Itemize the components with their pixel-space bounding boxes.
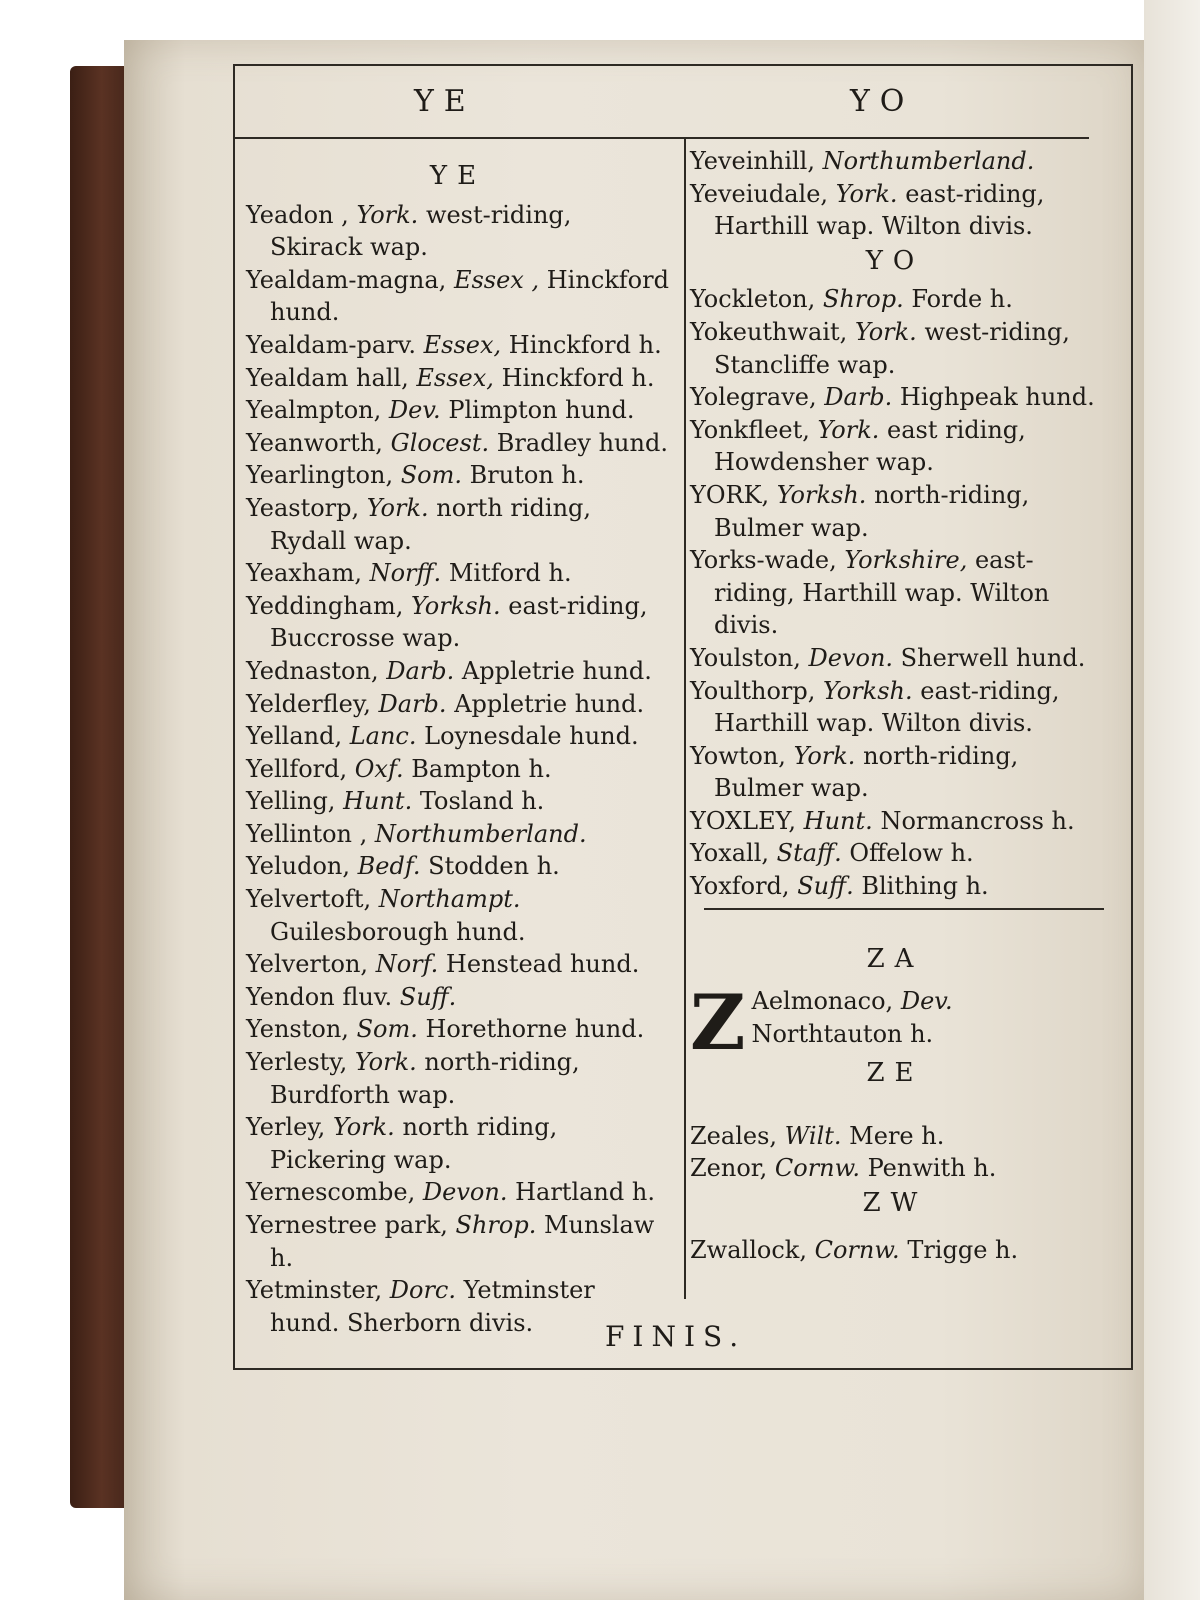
entry-county: Glocest. [390, 428, 490, 457]
running-head-left: YE [414, 84, 476, 119]
entry-place-name: Yeddingham, [246, 591, 404, 620]
section-heading-ze: ZE [866, 1058, 924, 1089]
entry-location: east-riding, Buccrosse wap. [270, 591, 648, 653]
entry-county: Essex, [416, 363, 494, 392]
gazetteer-entry [690, 870, 1100, 903]
entry-location: Horethorne hund. [425, 1015, 645, 1044]
gazetteer-entry [246, 785, 670, 818]
gazetteer-entry [690, 381, 1100, 414]
entry-location: east-riding, Harthill wap. Wilton divis. [714, 179, 1045, 241]
gazetteer-entry [246, 427, 670, 460]
entry-place-name: YORK, [690, 480, 770, 509]
entry-location: Appletrie hund. [461, 656, 652, 685]
entry-location: Bampton h. [411, 754, 552, 783]
entry-place-name: Yednaston, [246, 656, 379, 685]
entry-county: Yorksh. [776, 480, 867, 509]
entry-location: Normancross h. [880, 806, 1075, 835]
entry-county: Northumberland. [374, 819, 587, 848]
entry-place-name: Yetminster, [246, 1276, 383, 1305]
za-entry-block [690, 985, 1100, 1055]
gazetteer-entry [690, 740, 1100, 805]
entry-place-name: Yellinton , [246, 819, 368, 848]
entry-place-name: Yoxford, [690, 872, 790, 901]
entry-location: Plimpton hund. [448, 396, 635, 425]
entry-county: Bedf. [357, 852, 421, 881]
entry-county: Cornw. [774, 1154, 860, 1183]
gazetteer-entry [246, 557, 670, 590]
gazetteer-entry [246, 850, 670, 883]
gazetteer-entry [690, 544, 1100, 642]
entry-county: Suff. [399, 982, 457, 1011]
header-rule [233, 137, 1089, 139]
entry-place-name: Yelvertoft, [246, 885, 372, 914]
entry-county: York. [817, 415, 880, 444]
gazetteer-entry [690, 414, 1100, 479]
entry-county: Som. [356, 1015, 418, 1044]
entry-county: Dorc. [389, 1276, 456, 1305]
entry-location: east riding, Howdensher wap. [714, 415, 1026, 477]
gazetteer-entry [246, 655, 670, 688]
entry-county: Yorkshire, [844, 546, 968, 575]
entry-place-name: Yockleton, [690, 285, 816, 314]
yo-entry-list [690, 283, 1100, 902]
gazetteer-entry [246, 948, 670, 981]
entry-location: Offelow h. [849, 839, 974, 868]
entry-place-name: Zenor, [690, 1154, 768, 1183]
entry-place-name: Yernescombe, [246, 1178, 416, 1207]
entry-location: Penwith h. [867, 1154, 997, 1183]
entry-location: Henstead hund. [445, 950, 640, 979]
entry-location: north-riding, Burdforth wap. [270, 1048, 580, 1109]
gazetteer-entry [690, 1120, 1100, 1153]
gazetteer-entry [246, 1013, 670, 1046]
left-entry-list [246, 199, 670, 1340]
entry-place-name: Yeludon, [246, 852, 350, 881]
entry-place-name: Youlston, [690, 643, 801, 672]
entry-location: Blithing h. [861, 872, 989, 901]
column-divider [684, 139, 686, 1299]
entry-place-name: Yeadon , [246, 200, 349, 229]
entry-county: Suff. [797, 872, 854, 901]
entry-place-name: Yealdam-magna, [246, 265, 447, 294]
gazetteer-entry [246, 818, 670, 851]
entry-county: Yorksh. [410, 591, 501, 620]
entry-county: Darb. [386, 656, 455, 685]
entry-location: west-riding, Stancliffe wap. [714, 317, 1070, 379]
entry-place-name: Yendon fluv. [246, 982, 393, 1011]
za-entry-name: Aelmonaco, [751, 987, 894, 1016]
ye-entry-list [690, 145, 1100, 243]
gazetteer-entry [690, 479, 1100, 544]
entry-location: Appletrie hund. [454, 689, 645, 718]
gazetteer-entry [246, 1111, 670, 1176]
entry-location: Mere h. [849, 1121, 945, 1150]
entry-county: York. [356, 200, 419, 229]
entry-location: Trigge h. [907, 1235, 1019, 1264]
section-heading-zw: ZW [862, 1188, 928, 1219]
zw-entry-list [690, 1234, 1100, 1267]
entry-county: Som. [400, 461, 463, 490]
entry-county: Essex, [423, 330, 502, 359]
entry-county: York. [793, 741, 856, 770]
entry-place-name: Yerley, [246, 1113, 326, 1142]
gazetteer-entry [690, 1152, 1100, 1185]
entry-place-name: Yolegrave, [690, 383, 817, 412]
entry-place-name: Yelland, [246, 722, 343, 751]
entry-place-name: Yearlington, [246, 461, 394, 490]
entry-location: north riding, Pickering wap. [270, 1113, 558, 1174]
za-entry-county: Dev. [900, 987, 953, 1016]
entry-place-name: Yernestree park, [246, 1211, 448, 1239]
gazetteer-entry [690, 837, 1100, 870]
entry-location: Sherwell hund. [900, 643, 1086, 672]
entry-location: east-riding, Harthill wap. Wilton divis. [714, 546, 1050, 640]
entry-place-name: Yelderfley, [246, 689, 371, 718]
gazetteer-entry [690, 1234, 1100, 1267]
entry-county: Darb. [824, 383, 893, 412]
drop-cap-z: Z [690, 985, 746, 1056]
entry-county: Hunt. [803, 806, 873, 835]
gazetteer-entry [246, 329, 670, 362]
entry-place-name: Yealmpton, [246, 396, 382, 425]
entry-location: Stodden h. [428, 852, 560, 881]
gazetteer-entry [246, 720, 670, 753]
gazetteer-entry [246, 1209, 670, 1274]
gazetteer-entry [690, 178, 1100, 243]
gazetteer-entry [246, 753, 670, 786]
entry-county: Northumberland. [822, 147, 1035, 175]
entry-county: Devon. [808, 643, 894, 672]
section-heading-za: ZA [866, 943, 924, 974]
entry-place-name: Yokeuthwait, [690, 317, 848, 346]
entry-place-name: Yealdam-parv. [246, 330, 416, 359]
gazetteer-entry [246, 688, 670, 721]
gazetteer-entry [246, 981, 670, 1014]
entry-place-name: Yonkfleet, [690, 415, 810, 444]
entry-county: Staff. [776, 839, 842, 868]
entry-county: Essex , [453, 265, 540, 294]
entry-place-name: Yoxall, [690, 839, 770, 868]
gazetteer-entry [690, 283, 1100, 316]
entry-county: Shrop. [822, 285, 904, 314]
entry-county: Devon. [422, 1178, 508, 1207]
entry-place-name: Yeveiudale, [690, 179, 829, 208]
entry-place-name: Youlthorp, [690, 676, 816, 705]
running-head-right: YO [850, 84, 915, 119]
entry-county: Oxf. [354, 754, 404, 783]
entry-location: Highpeak hund. [899, 383, 1095, 412]
entry-county: Darb. [378, 689, 447, 718]
finis-text: FINIS. [605, 1320, 747, 1353]
gazetteer-entry [246, 394, 670, 427]
section-heading-yo: YO [865, 245, 925, 276]
entry-place-name: Zeales, [690, 1121, 778, 1150]
gazetteer-entry [246, 492, 670, 557]
gazetteer-entry [690, 675, 1100, 740]
entry-county: Shrop. [455, 1211, 537, 1239]
gazetteer-entry [690, 805, 1100, 838]
entry-location: Bradley hund. [496, 428, 668, 457]
gazetteer-entry [246, 883, 670, 948]
entry-place-name: Yenston, [246, 1015, 349, 1044]
entry-location: east-riding, Harthill wap. Wilton divis. [714, 676, 1060, 738]
entry-location: Loynesdale hund. [424, 722, 639, 751]
entry-place-name: Yellford, [246, 754, 348, 783]
gazetteer-entry [246, 199, 670, 264]
entry-location: north-riding, Bulmer wap. [714, 741, 1019, 803]
entry-place-name: Yeanworth, [246, 428, 383, 457]
entry-county: York. [354, 1048, 417, 1077]
entry-location: Hinckford h. [501, 363, 655, 392]
entry-place-name: Yerlesty, [246, 1048, 348, 1077]
entry-location: Hartland h. [515, 1178, 655, 1207]
entry-county: Wilt. [784, 1121, 842, 1150]
entry-place-name: Yorks-wade, [690, 546, 837, 575]
entry-county: Lanc. [349, 722, 417, 751]
entry-county: Norf. [375, 950, 439, 979]
entry-place-name: Yealdam hall, [246, 363, 409, 392]
entry-county: York. [854, 317, 917, 346]
gazetteer-entry [246, 362, 670, 395]
entry-county: Norff. [369, 559, 442, 588]
gazetteer-entry [246, 1046, 670, 1111]
entry-location: Bruton h. [469, 461, 585, 490]
entry-location: Munslaw h. [270, 1211, 655, 1272]
entry-location: Guilesborough hund. [270, 917, 526, 946]
entry-location: Yetminster hund. Sherborn divis. [270, 1276, 595, 1337]
entry-location: Hinckford h. [508, 330, 662, 359]
entry-county: York. [835, 179, 898, 208]
entry-location: Tosland h. [419, 787, 545, 816]
entry-county: Cornw. [814, 1235, 900, 1264]
gazetteer-entry [246, 459, 670, 492]
entry-place-name: Yeaxham, [246, 559, 362, 588]
gazetteer-entry [246, 590, 670, 655]
entry-place-name: YOXLEY, [690, 806, 797, 835]
entry-county: York. [332, 1113, 395, 1142]
gazetteer-entry [246, 1176, 670, 1209]
entry-location: north-riding, Bulmer wap. [714, 480, 1030, 542]
ze-entry-list [690, 1120, 1100, 1185]
entry-location: Forde h. [911, 285, 1013, 314]
section-heading-ye: YE [429, 161, 487, 191]
entry-county: Northampt. [378, 885, 521, 914]
page-edge [1144, 0, 1200, 1600]
za-entry-rest: Northtauton h. [751, 1019, 934, 1048]
gazetteer-entry [690, 145, 1100, 178]
gazetteer-entry [690, 642, 1100, 675]
gazetteer-entry [246, 264, 670, 329]
entry-location: north riding, Rydall wap. [270, 493, 592, 555]
right-column [690, 145, 1100, 1266]
left-column [246, 158, 670, 1339]
entry-location: Mitford h. [448, 559, 572, 588]
entry-place-name: Yelverton, [246, 950, 369, 979]
entry-place-name: Yeveinhill, [690, 147, 815, 175]
entry-county: Yorksh. [823, 676, 913, 705]
entry-county: Dev. [388, 396, 441, 425]
entry-place-name: Yeastorp, [246, 493, 360, 522]
entry-county: Hunt. [343, 787, 413, 816]
entry-place-name: Yowton, [690, 741, 786, 770]
gazetteer-entry [690, 316, 1100, 381]
entry-place-name: Yelling, [246, 787, 336, 816]
entry-location: west-riding, Skirack wap. [270, 200, 572, 262]
entry-county: York. [366, 493, 429, 522]
entry-place-name: Zwallock, [690, 1235, 807, 1264]
entry-location: Hinckford hund. [270, 265, 669, 327]
